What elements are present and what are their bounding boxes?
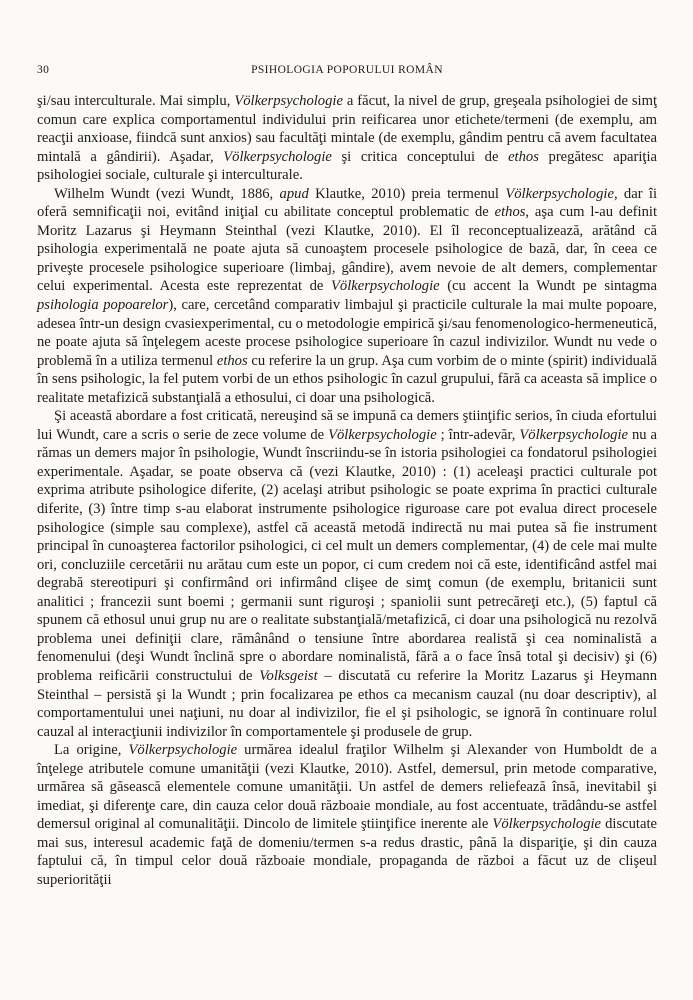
body-text xyxy=(37,92,657,890)
running-header xyxy=(37,64,657,80)
italic-term: Völkerpsychologie xyxy=(331,278,440,295)
text-run: nu a rămas un demers major în psihologie, Wundt înscriindu-se în istoria psihologiei ca fondatorul psihologiei experimentale. Aşadar, se poate observa că (vezi Klautke, 2010) : (1) aceleaşi practici culturale pot exprima atribute psihologice diferite, (2) acelaşi atribut psihologic se poate exprima în practici culturale diferite, (3) între timp s-au elaborat instrumente psihologice riguroase care pot evalua direct procesele psihologice (simple sau complexe), astfel că această metodă indirectă nu mai putea să fie instrument principal în cunoaşterea factorilor psihologici, ci cel mult un demers complementar, (4) de cele mai multe ori, concluziile cercetării nu arătau cum este un popor, ci cum credem noi că este, identificând astfel mai degrabă stereotipuri şi confirmând ori infirmând clişee de simţ comun (de exemplu, britanicii sunt analitici ; francezii sunt boemi ; germanii sunt riguroşi ; spaniolii sunt petrecăreţi etc.), (5) faptul că spunem că ethosul unui grup nu are o realitate substanţială/metafizică, ci doar una psihologică nu rezolvă problema unei definiţii clare, rămânând o tensiune între abordarea realistă şi cea nominalistă a fenomenului (deşi Wundt înclină spre o abordare nominalistă, fără a o face însă total şi decisiv) şi (6) problema reificării constructului de xyxy=(37,426,657,684)
text-run: ), care, cercetând comparativ limbajul şi practicile culturale la mai multe popoare, adesea într-un design cvasiexperimental, cu o metodologie empirică şi/sau fenomenologico-hermeneutică, ne poate ajuta să înţelegem aceste procese psihologice superioare în cazul indivizilor. Wundt nu vede o problemă în a utiliza termenul xyxy=(37,297,657,369)
text-run: , dar îi oferă semnificaţii noi, evitând iniţial cu abilitate conceptul problematic de xyxy=(37,185,657,221)
text-run: urmărea idealul fraţilor Wilhelm şi Alexander von Humboldt de a înţelege atributele comune umanităţii (vezi Klautke, 2010). Astfel, demersul, prin metode comparative, urmărea să găsească elementele comune umanităţii. Un astfel de demers reliefează însă, inevitabil şi imediat, şi diferenţe care, din cauza celor două războaie mondiale, au fost accentuate, trădându-se astfel demersul original al comunalităţii. Dincolo de limitele ştiinţifice inerente ale xyxy=(37,742,657,833)
italic-term: apud xyxy=(279,185,309,202)
text-run: La origine, xyxy=(54,742,129,759)
text-run: ; într-adevăr, xyxy=(436,426,520,443)
text-run: , aşa cum l-au definit Moritz Lazarus şi Heymann Steinthal (vezi Klautke, 2010). El îl reconceptualizează, arătând că psihologia experimentală ne poate ajuta să cunoaştem procesele psihologice de bază, dar, în ceea ce priveşte procesele psihologice superioare (limbaj, gândire), avem nevoie de alt demers, complementar celui experimental. Acesta este reprezentat de xyxy=(37,204,657,295)
italic-term: ethos xyxy=(508,148,539,165)
text-run: pregătesc apariţia psihologiei sociale, culturale şi interculturale. xyxy=(37,148,658,184)
italic-term: Völkerpsychologie xyxy=(505,185,614,202)
italic-term: Völkerpsychologie xyxy=(328,426,437,443)
italic-term: Völkerpsychologie xyxy=(234,93,343,109)
paragraph xyxy=(37,92,657,185)
italic-term: psihologia popoarelor xyxy=(37,297,169,314)
italic-term: Völkerpsychologie xyxy=(492,816,602,833)
text-run: a făcut, la nivel de grup, greşeala psihologiei de simţ comun care explica comportamentul individului prin reificarea unor etichete/termeni (de exemplu, am reacţii anxioase, fiindcă sunt anxios) sau facultăţi mintale (de exemplu, gândim pentru că avem facultatea mintală a gândirii). Aşadar, xyxy=(37,93,657,165)
italic-term: ethos xyxy=(216,352,248,369)
text-run: discutate mai sus, interesul academic faţă de domeniu/termen s-a redus drastic, până la dispariţie, şi din cauza faptului că, în timpul celor două războaie mondiale, propaganda de război a făcut uz de clişeul superiorităţii xyxy=(37,816,657,888)
italic-term: Völkerpsychologie xyxy=(223,148,332,165)
text-run: şi/sau interculturale. Mai simplu, xyxy=(37,93,235,109)
text-run: Klautke, 2010) preia termenul xyxy=(308,185,506,202)
paragraph xyxy=(37,407,657,741)
paragraph xyxy=(37,185,657,408)
italic-term: ethos xyxy=(494,204,526,221)
italic-term: Volksgeist xyxy=(259,667,318,684)
text-run: Wilhelm Wundt (vezi Wundt, 1886, xyxy=(54,185,280,202)
text-run: – discutată cu referire la Moritz Lazarus şi Heymann Steinthal – persistă şi la Wundt ; prin focalizarea pe ethos ca mecanism cauzal (nu doar descriptiv), al comportamentului unei naţiuni, nu doar al indivizilor, fie el şi psihologic, se ignoră în continuare rolul cauzal al interacţiunii indivizilor în comportamentele şi produsele de grup. xyxy=(37,667,657,740)
running-title: PSIHOLOGIA POPORULUI ROMÂN xyxy=(251,64,443,76)
paragraph xyxy=(37,741,657,889)
text-run: Şi această abordare a fost criticată, nereuşind să se impună ca demers ştiinţific serios, în ciuda efortului lui Wundt, care a scris o serie de zece volume de xyxy=(37,408,657,443)
italic-term: Völkerpsychologie xyxy=(519,426,628,443)
text-run: şi critica conceptului de xyxy=(331,148,509,165)
text-run: (cu accent la Wundt pe sintagma xyxy=(439,278,658,295)
italic-term: Völkerpsychologie xyxy=(128,742,238,759)
page-number: 30 xyxy=(37,64,50,76)
text-run: cu referire la un grup. Aşa cum vorbim de o minte (spirit) individuală în sens psihologic, la fel putem vorbi de un ethos psihologic în cazul grupului, fără ca aceasta să implice o realitate metafizică substanţială a ethosului, ci doar una psihologică. xyxy=(37,352,657,406)
